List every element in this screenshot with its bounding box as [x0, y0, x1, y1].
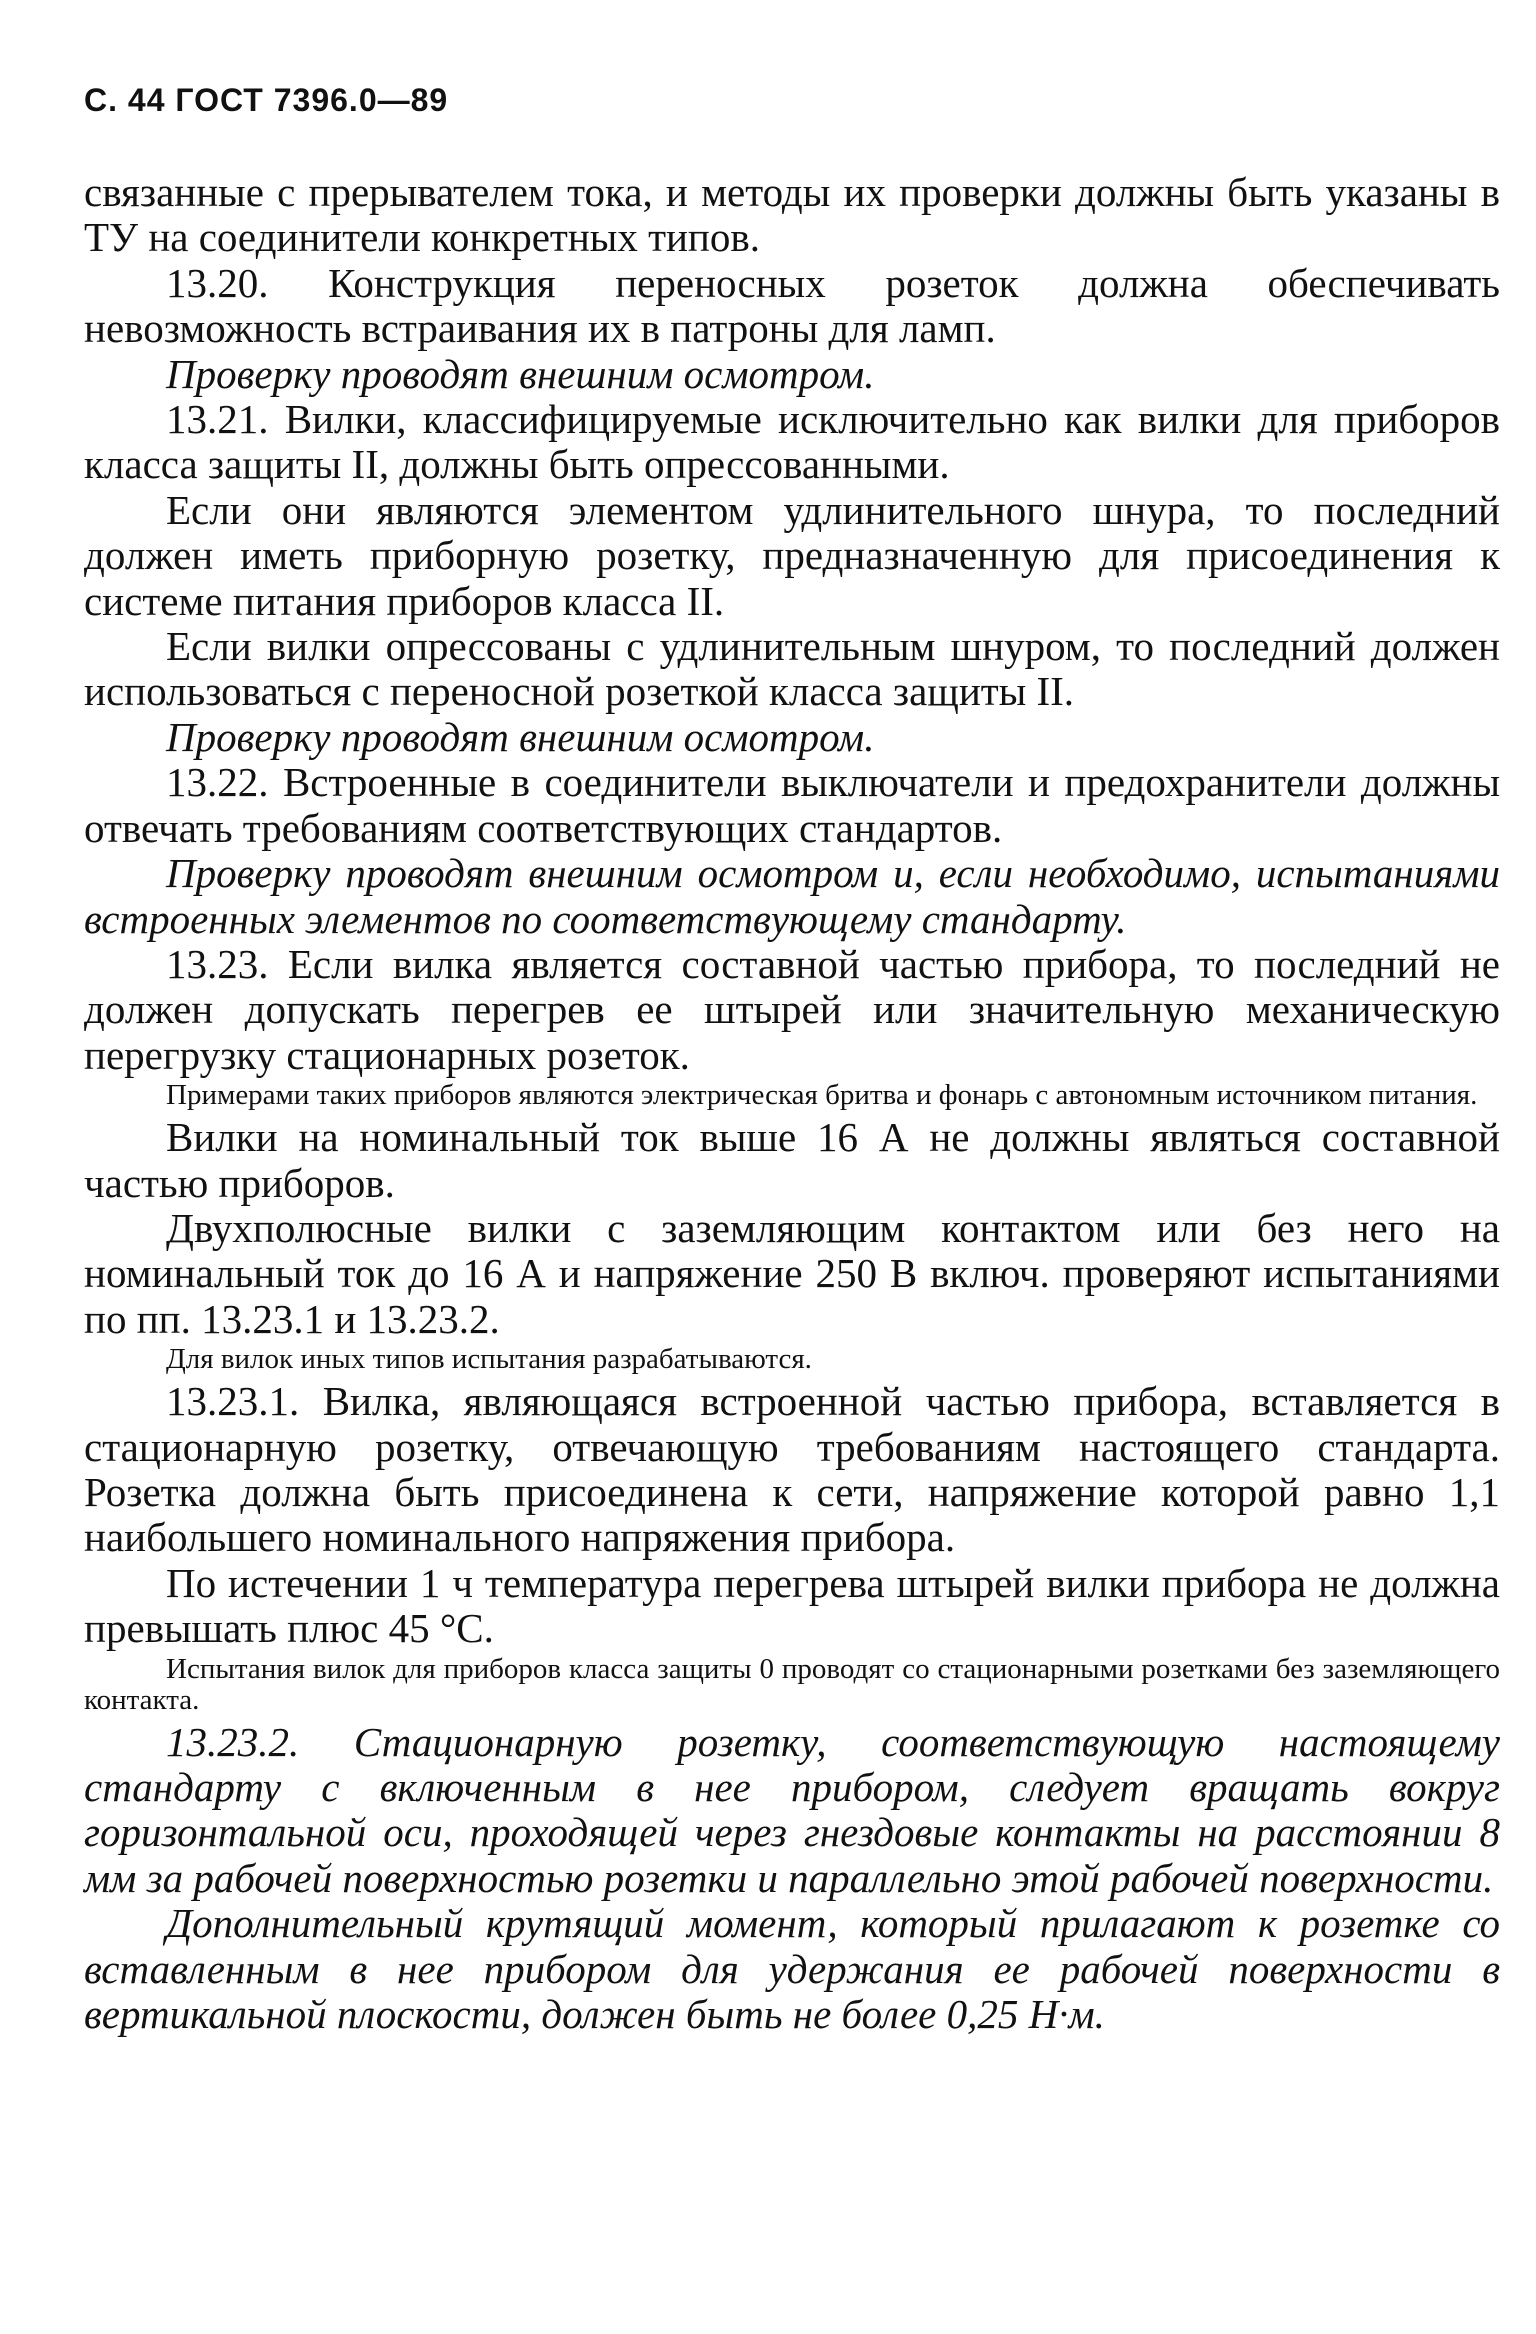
- paragraph: Вилки на номинальный ток выше 16 А не должны являться составной частью приборов.: [84, 1114, 1500, 1206]
- small-note: Примерами таких приборов являются электрическая бритва и фонарь с автономным источником питания.: [166, 1079, 1478, 1112]
- clause-13-23-1: 13.23.1. Вилка, являющаяся встроенной частью прибора, вставляется в стационарную розетку, отвечающую требованиям настоящего стандарта. Розетка должна быть присоединена к сети, напряжение которой равно 1,1 наибольшего номинального напряжения прибора.: [84, 1378, 1500, 1561]
- small-note: Испытания вилок для приборов класса защиты 0 проводят со стационарными розетками без заземляющего контакта.: [84, 1652, 1500, 1716]
- paragraph-continuation: связанные с прерывателем тока, и методы их проверки должны быть указаны в ТУ на соединители конкретных типов.: [84, 169, 1500, 261]
- check-note: Проверку проводят внешним осмотром.: [166, 713, 875, 760]
- paragraph: Если вилки опрессованы с удлинительным шнуром, то последний должен использоваться с переносной розеткой класса защиты II.: [84, 623, 1500, 715]
- page-header: С. 44 ГОСТ 7396.0—89: [84, 82, 449, 118]
- document-page: [84, 80, 1500, 2037]
- clause-13-22: 13.22. Встроенные в соединители выключатели и предохранители должны отвечать требованиям соответствующих стандартов.: [84, 759, 1500, 851]
- paragraph: Двухполюсные вилки с заземляющим контактом или без него на номинальный ток до 16 А и напряжение 250 В включ. проверяют испытаниями по пп. 13.23.1 и 13.23.2.: [84, 1204, 1500, 1342]
- clause-13-23-2: 13.23.2. Стационарную розетку, соответствующую настоящему стандарту с включенным в нее прибором, следует вращать вокруг горизонтальной оси, проходящей через гнездовые контакты на расстоянии 8 мм за рабочей поверхностью розетки и параллельно этой рабочей поверхности.: [84, 1718, 1500, 1901]
- clause-13-20: 13.20. Конструкция переносных розеток должна обеспечивать невозможность встраивания их в патроны для ламп.: [84, 259, 1500, 352]
- check-note: Проверку проводят внешним осмотром.: [166, 350, 875, 397]
- small-note: Для вилок иных типов испытания разрабатываются.: [166, 1343, 812, 1376]
- paragraph: По истечении 1 ч температура перегрева штырей вилки прибора не должна превышать плюс 45 °С.: [84, 1559, 1500, 1652]
- paragraph-italic: Дополнительный крутящий момент, который прилагают к розетке со вставленным в нее прибором для удержания ее рабочей поверхности в вертикальной плоскости, должен быть не более 0,25 Н·м.: [84, 1900, 1500, 2038]
- clause-13-21: 13.21. Вилки, классифицируемые исключительно как вилки для приборов класса защиты II, должны быть опрессованными.: [84, 396, 1500, 488]
- clause-13-23: 13.23. Если вилка является составной частью прибора, то последний не должен допускать перегрев ее штырей или значительную механическую перегрузку стационарных розеток.: [84, 940, 1500, 1078]
- paragraph: Если они являются элементом удлинительного шнура, то последний должен иметь приборную розетку, предназначенную для присоединения к системе питания приборов класса II.: [84, 486, 1500, 624]
- check-note: Проверку проводят внешним осмотром и, если необходимо, испытаниями встроенных элементов по соответствующему стандарту.: [84, 850, 1500, 942]
